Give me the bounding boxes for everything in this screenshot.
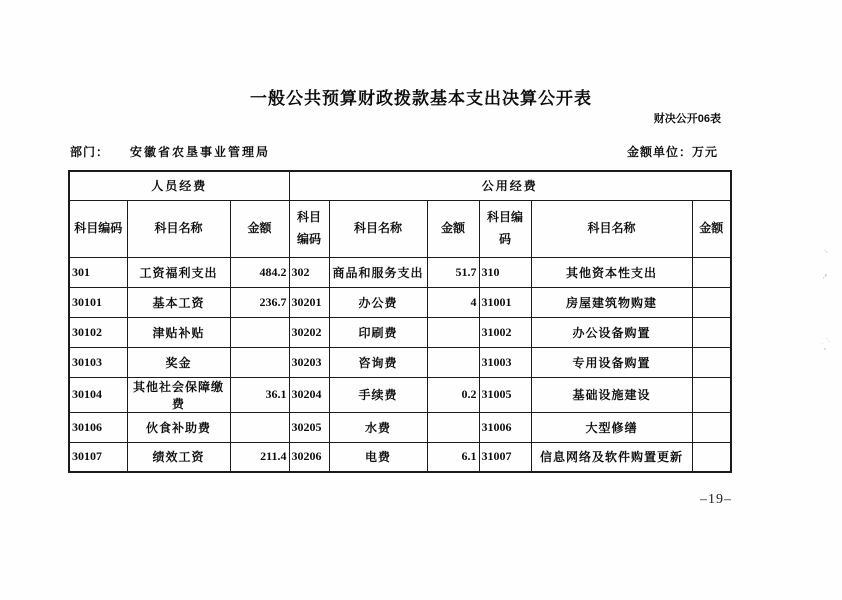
table-row: [69, 377, 731, 412]
cell-code: 301: [69, 257, 127, 287]
table-row: [69, 347, 731, 377]
cell-name: 印刷费: [329, 317, 427, 347]
cell-code: 30201: [289, 287, 329, 317]
cell-name: 津贴补贴: [127, 317, 230, 347]
cell-amount: [427, 317, 479, 347]
cell-amount: 0.2: [427, 377, 479, 412]
cell-name: 房屋建筑物购建: [531, 287, 692, 317]
scan-artifact: ˙˷: [822, 344, 826, 350]
cell-code: 31006: [479, 412, 531, 442]
cell-code: 31007: [479, 442, 531, 472]
column-header-name: 科目名称: [329, 200, 427, 257]
cell-amount: 4: [427, 287, 479, 317]
cell-amount: 211.4: [230, 442, 289, 472]
cell-code: 30101: [69, 287, 127, 317]
cell-name: 绩效工资: [127, 442, 230, 472]
cell-code: 31002: [479, 317, 531, 347]
cell-name: 电费: [329, 442, 427, 472]
cell-amount: [427, 412, 479, 442]
department-label: 部门：: [70, 145, 110, 159]
meta-row: [70, 143, 718, 159]
table-row: [69, 317, 731, 347]
cell-amount: 51.7: [427, 257, 479, 287]
scan-artifact: ,ˢ: [823, 274, 827, 280]
cell-code: 30202: [289, 317, 329, 347]
cell-amount: [692, 442, 731, 472]
cell-amount: [230, 412, 289, 442]
cell-name: 其他社会保障缴费: [127, 377, 230, 412]
cell-code: 30205: [289, 412, 329, 442]
cell-name: 办公设备购置: [531, 317, 692, 347]
cell-code: 31001: [479, 287, 531, 317]
cell-name: 基础设施建设: [531, 377, 692, 412]
table-body: [69, 257, 731, 472]
cell-code: 30203: [289, 347, 329, 377]
cell-amount: [692, 257, 731, 287]
table-row: [69, 257, 731, 287]
scan-artifact: ·ˌ: [826, 336, 830, 342]
page-title: 一般公共预算财政拨款基本支出决算公开表: [250, 89, 592, 108]
cell-name: 办公费: [329, 287, 427, 317]
cell-amount: [230, 317, 289, 347]
group-header-public: 公用经费: [289, 171, 731, 200]
form-number-label: 财决公开06表: [653, 113, 721, 125]
cell-amount: [692, 317, 731, 347]
cell-name: 工资福利支出: [127, 257, 230, 287]
cell-amount: 484.2: [230, 257, 289, 287]
cell-amount: [692, 412, 731, 442]
column-header-name: 科目名称: [531, 200, 692, 257]
cell-name: 大型修缮: [531, 412, 692, 442]
cell-name: 信息网络及软件购置更新: [531, 442, 692, 472]
cell-code: 30102: [69, 317, 127, 347]
cell-code: 302: [289, 257, 329, 287]
column-header-code: 科目编码: [479, 200, 531, 257]
column-header-name: 科目名称: [127, 200, 230, 257]
table-row: [69, 287, 731, 317]
cell-code: 30206: [289, 442, 329, 472]
budget-table: [68, 170, 732, 473]
cell-code: 30104: [69, 377, 127, 412]
cell-name: 手续费: [329, 377, 427, 412]
department-value: 安徽省农垦事业管理局: [130, 145, 271, 159]
page-number: –19–: [700, 492, 732, 507]
cell-code: 310: [479, 257, 531, 287]
column-header-amount: 金额: [230, 200, 289, 257]
cell-amount: 36.1: [230, 377, 289, 412]
cell-code: 30107: [69, 442, 127, 472]
cell-amount: [230, 347, 289, 377]
cell-amount: [692, 287, 731, 317]
cell-name: 伙食补助费: [127, 412, 230, 442]
cell-name: 专用设备购置: [531, 347, 692, 377]
group-header-row: [69, 171, 731, 200]
column-header-amount: 金额: [427, 200, 479, 257]
cell-code: 30103: [69, 347, 127, 377]
cell-code: 30204: [289, 377, 329, 412]
cell-name: 水费: [329, 412, 427, 442]
column-header-amount: 金额: [692, 200, 731, 257]
cell-amount: [692, 347, 731, 377]
amount-unit-label: 金额单位：万元: [626, 145, 718, 159]
scan-artifact: ·,: [824, 248, 828, 254]
table-row: [69, 442, 731, 472]
cell-amount: 236.7: [230, 287, 289, 317]
column-header-code: 科目编码: [289, 200, 329, 257]
table-row: [69, 412, 731, 442]
group-header-personnel: 人员经费: [69, 171, 289, 200]
cell-name: 商品和服务支出: [329, 257, 427, 287]
cell-name: 基本工资: [127, 287, 230, 317]
cell-amount: 6.1: [427, 442, 479, 472]
cell-code: 30106: [69, 412, 127, 442]
column-header-row: [69, 200, 731, 257]
cell-amount: [427, 347, 479, 377]
cell-name: 奖金: [127, 347, 230, 377]
cell-name: 咨询费: [329, 347, 427, 377]
cell-code: 31003: [479, 347, 531, 377]
cell-name: 其他资本性支出: [531, 257, 692, 287]
column-header-code: 科目编码: [69, 200, 127, 257]
cell-code: 31005: [479, 377, 531, 412]
cell-amount: [692, 377, 731, 412]
